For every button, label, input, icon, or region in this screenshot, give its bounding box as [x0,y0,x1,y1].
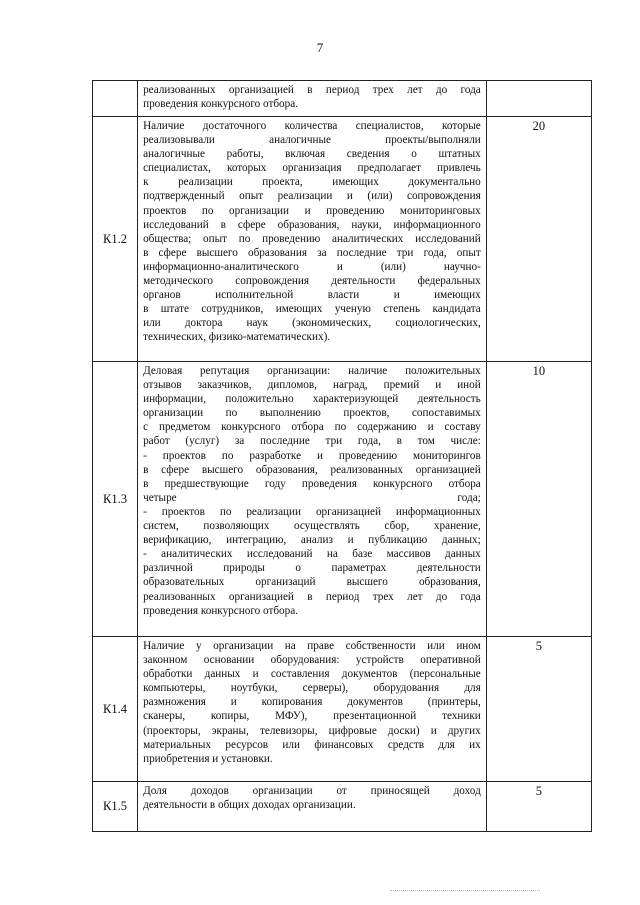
description-line: органов исполнительной власти и имеющих [143,289,481,302]
description-line: компьютеры, ноутбуки, серверы), оборудования для [143,682,481,695]
criterion-code: К1.2 [93,117,138,362]
description-line: четыре года; [143,491,481,504]
description-line: организации по выполнению проектов, сопоставимых [143,407,481,420]
description-line: сканеры, копиры, МФУ), презентационной техники [143,710,481,723]
criterion-description [138,782,487,832]
table-row [93,637,592,782]
criteria-table [92,80,592,832]
description-line: в сфере высшего образования за последние три года, опыт [143,246,481,259]
description-line: проведения конкурсного отбора. [143,98,298,111]
description-line: работ (услуг) за последние три года, в том числе: [143,435,481,448]
description-line: - проектов по разработке и проведению мониторингов [143,449,481,462]
description-line: - аналитических исследований на базе массивов данных [143,548,481,561]
table-row [93,117,592,362]
table-row [93,782,592,832]
description-line: технических, физико-математических). [143,331,331,344]
description-line: размножения и копирования документов (принтеры, [143,696,481,709]
description-line: обработки данных и составления документов (персональные [143,668,481,681]
criterion-score: 5 [486,637,591,782]
table-row [93,362,592,637]
description-line: Наличие у организации на праве собственности или ином [143,640,481,652]
criterion-score: 20 [486,117,591,362]
description-line: - проектов по реализации организацией информационных [143,505,481,518]
description-line: реализованных организацией в период трех лет до года [143,84,481,96]
description-line: проведения конкурсного отбора. [143,604,298,617]
description-line: (проекторы, экраны, телевизоры, цифровые доски) и других [143,724,481,737]
description-line: исследований в сфере образования, науки, информационного [143,218,481,231]
criterion-score: 10 [486,362,591,637]
description-line: информации, положительно характеризующей деятельность [143,393,481,406]
description-line: общества; опыт по проведению аналитических исследований [143,232,481,245]
description-line: в сфере высшего образования, реализованных организацией [143,463,481,476]
description-line: различной природы о параметрах деятельности [143,562,481,575]
page-number: 7 [316,40,324,55]
description-line: систем, позволяющих осуществлять сбор, хранение, [143,520,481,533]
criterion-score: 5 [486,782,591,832]
description-line: специалистах, которых организация предполагает привлечь [143,162,481,175]
criterion-code [93,81,138,117]
criterion-code: К1.3 [93,362,138,637]
description-line: приобретения и установки. [143,752,273,765]
criterion-description [138,362,487,637]
table-row [93,81,592,117]
description-line: подтвержденный опыт реализации и (или) сопровождения [143,190,481,203]
criterion-score [486,81,591,117]
description-line: или доктора наук (экономических, социологических, [143,317,481,330]
description-line: деятельности в общих доходах организации. [143,799,356,812]
description-line: информационно-аналитического и (или) научно- [143,260,481,273]
description-line: реализовывали аналогичные проекты/выполняли [143,134,481,147]
description-line: проектов по организации и проведению мониторинговых [143,204,481,217]
criterion-description [138,637,487,782]
description-line: законном основании оборудования: устройств оперативной [143,654,481,667]
description-line: отзывов заказчиков, дипломов, наград, премий и иной [143,379,481,392]
criterion-code: К1.5 [93,782,138,832]
description-line: в предшествующие году проведения конкурсного отбора [143,477,481,490]
description-line: методического сопровождения деятельности федеральных [143,275,481,288]
criterion-code: К1.4 [93,637,138,782]
description-line: реализованных организацией в период трех лет до года [143,590,481,603]
scan-mark [390,890,540,899]
criterion-description [138,81,487,117]
description-line: в штате сотрудников, имеющих ученую степень кандидата [143,303,481,316]
description-line: образовательных организаций высшего образования, [143,576,481,589]
description-line: верификацию, интеграцию, анализ и публикацию данных; [143,534,481,547]
description-line: Доля доходов организации от приносящей доход [143,785,481,797]
description-line: Деловая репутация организации: наличие положительных [143,365,481,377]
description-line: Наличие достаточного количества специалистов, которые [143,120,481,132]
description-line: с предметом конкурсного отбора по содержанию и составу [143,421,481,434]
description-line: материальных ресурсов или финансовых средств для их [143,738,481,751]
description-line: к реализации проекта, имеющих документально [143,176,481,189]
criterion-description [138,117,487,362]
description-line: аналогичные работы, включая сведения о штатных [143,148,481,161]
